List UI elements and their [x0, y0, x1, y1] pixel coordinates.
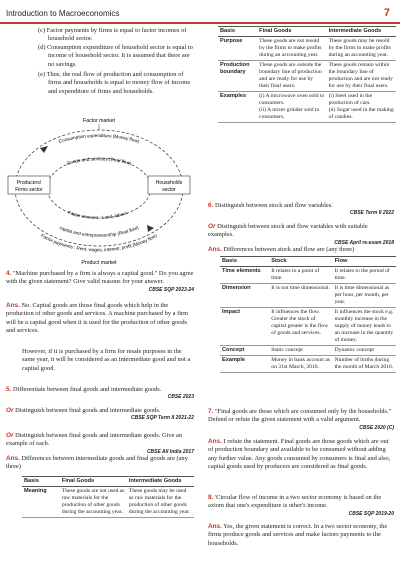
- table-cell: These goods are not resold by the firms to make profits during an accounting year.: [257, 36, 326, 60]
- point-e: (e) Thus, the real flow of production and consumption of firms and households is equal to money flow of income and expenditure of firms and households.: [38, 71, 191, 95]
- table-header: Final Goods: [257, 27, 326, 37]
- table-row: [220, 283, 396, 307]
- table-cell: Impact: [220, 307, 269, 345]
- table-row: [220, 355, 396, 372]
- table-header: Stock: [269, 257, 332, 267]
- factor-payments-arc-text: Factor payments : Rent, wages, interest, profit (Money flow): [40, 232, 158, 253]
- table-row: [220, 345, 396, 355]
- table-cell: These goods are not used as raw materials for the production of other goods during the accounting year.: [60, 486, 127, 517]
- question-number: 8.: [208, 494, 214, 501]
- answer-label: Ans.: [6, 302, 20, 309]
- table-cell: These goods remain within the boundary line of production and are not ready for use by their final users.: [327, 60, 396, 91]
- question-number: 5.: [6, 386, 12, 393]
- question-text: "Machine purchased by a firm is always a capital good." Do you agree with the given statement? Give valid reasons for your answer.: [6, 270, 194, 286]
- firms-label-1: Producers/: [16, 180, 42, 186]
- table-cell: It is time dimensional as per hour, per month, per year.: [333, 283, 396, 307]
- table-header: Basis: [22, 477, 60, 487]
- answer-7: [208, 438, 394, 472]
- table-row: [220, 266, 396, 283]
- question-5: [6, 386, 194, 401]
- flow-arrow-icon: [40, 146, 48, 153]
- page-header: [0, 0, 400, 24]
- households-label-1: Households: [155, 180, 183, 186]
- question-text: Distinguish between final goods and intermediate goods. Give an example of each.: [6, 432, 183, 448]
- table-cell: Number of births during the month of March 2016.: [333, 355, 396, 372]
- product-market-label: Product market: [81, 260, 117, 266]
- answer-label: Ans.: [208, 523, 222, 530]
- question-number: 7.: [208, 408, 214, 415]
- question-source: CBSE 2020 (C): [359, 424, 394, 431]
- question-5-alt-1: [6, 407, 194, 422]
- table-cell: Production boundary: [218, 60, 257, 91]
- table-cell: Static concept: [269, 345, 332, 355]
- or-label: Or: [208, 223, 216, 230]
- or-label: Or: [6, 432, 14, 439]
- final-vs-intermediate-table-1: [22, 476, 194, 518]
- table-cell: Concept: [220, 345, 269, 355]
- consumption-arc-text: Consumption expenditure (Money flow): [58, 133, 141, 144]
- factor-market-label: Factor market: [83, 118, 115, 124]
- chapter-title: Introduction to Macroeconomics: [6, 9, 120, 18]
- answer-4-continued: However, if it is purchased by a firm for resale purposes in the same year, it will be considered as an intermediate good and not a capital good.: [22, 348, 191, 372]
- answer-label: Ans.: [6, 455, 20, 462]
- question-7: [208, 408, 394, 432]
- question-source: CBSE SQP 2019-20: [348, 510, 394, 517]
- table-cell: Dynamic concept: [333, 345, 396, 355]
- question-number: 4.: [6, 270, 12, 277]
- table-row: [218, 60, 396, 91]
- table-header: Basis: [220, 257, 269, 267]
- question-source: CBSE April re-exam 2018: [334, 239, 394, 246]
- table-cell: Dimension: [220, 283, 269, 307]
- answer-label: Ans.: [208, 246, 222, 253]
- inner-flow-ring: [47, 158, 151, 218]
- table-cell: Example: [220, 355, 269, 372]
- table-cell: These goods may be used as raw materials for the production of other goods during the accounting year.: [127, 486, 194, 517]
- question-8: [208, 494, 394, 518]
- table-cell: These goods are outside the boundary line of production and are ready for use by their final users.: [257, 60, 326, 91]
- table-row: [220, 307, 396, 345]
- question-6: [208, 202, 394, 217]
- factor-services-arc-label: [67, 210, 129, 220]
- table-header: Intermediate Goods: [127, 477, 194, 487]
- answer-4: [6, 302, 194, 336]
- question-6-alt: [208, 223, 394, 247]
- table-cell: Purpose: [218, 36, 257, 60]
- point-c: (c) Factor payments by firms is equal to factor incomes of household sector.: [38, 27, 187, 43]
- answer-5: [6, 455, 194, 472]
- question-text: 'Circular flow of income in a two sector economy is based on the axiom that one's expenditure is other's income.: [208, 494, 382, 510]
- question-source: CBSE Term II 2022: [349, 210, 394, 217]
- table-cell: (i) A microwave oven sold to consumers. (ii) A mixer grinder sold to consumers.: [257, 91, 326, 122]
- right-column: [200, 24, 400, 566]
- question-source: CBSE 2023: [167, 394, 194, 401]
- stock-vs-flow-table: [220, 256, 396, 373]
- question-text: "Final goods are those which are consumed only by the households." Defend or refute the given statement with a valid argument.: [208, 408, 392, 424]
- question-text: Distinguish between stock and flow variables.: [214, 202, 333, 209]
- table-header: Flow: [333, 257, 396, 267]
- answer-text: No. Capital goods are those final goods which help in the production of other goods and services. A machine purchased by a firm will be a capital good when it is used for the production of other goods and services.: [6, 302, 189, 335]
- table-header: Final Goods: [60, 477, 127, 487]
- answer-label: Ans.: [208, 438, 222, 445]
- page-number: 7: [383, 7, 390, 19]
- table-cell: These goods may be resold by the firms to make profits during an accounting year.: [327, 36, 396, 60]
- or-label: Or: [6, 407, 14, 414]
- question-5-alt-2: [6, 432, 194, 456]
- consumption-arc-label: [58, 133, 140, 144]
- answer-text: Yes, the given statement is correct. In a two sector economy, the firms produce goods and services and make factors payments to the households.: [208, 523, 388, 547]
- goods-arc-label: [66, 156, 132, 166]
- table-cell: It is not time dimensional.: [269, 283, 332, 307]
- table-row: [22, 486, 194, 517]
- table-cell: Examples: [218, 91, 257, 122]
- goods-arc-text: Goods and services (Real flow): [66, 156, 133, 166]
- answer-6: [208, 246, 394, 254]
- table-cell: It relates to a point of time.: [269, 266, 332, 283]
- answer-8: [208, 523, 394, 548]
- table-cell: Time elements: [220, 266, 269, 283]
- table-header: Basis: [218, 27, 257, 37]
- question-source: CBSE All India 2017: [146, 448, 194, 455]
- question-source: CBSE SQP Term II 2021-22: [131, 415, 194, 422]
- circular-flow-diagram: [4, 108, 198, 268]
- table-cell: Meaning: [22, 486, 60, 517]
- question-source: CBSE SQP 2023-24: [148, 286, 194, 293]
- question-number: 6.: [208, 202, 214, 209]
- answer-text: I refute the statement. Final goods are those goods which are out of production boundary and available to be consumed without adding any further value. Any goods consumed by consumers is final and also, capital goods used by producers are considered as final goods.: [208, 438, 391, 471]
- capital-arc-label: [59, 225, 140, 238]
- households-label-2: sector: [162, 187, 176, 193]
- table-row: [218, 36, 396, 60]
- point-d: (d) Consumption expenditure of household sector is equal to income of household sector. It is assumed that there are no savings.: [38, 44, 193, 68]
- factor-services-arc-text: Factor services : Land, labour,: [67, 209, 129, 220]
- question-text: Distinguish between final goods and intermediate goods.: [15, 407, 161, 414]
- table-cell: It relates to the period of time.: [333, 266, 396, 283]
- left-column: [0, 24, 200, 566]
- firms-label-2: Firms sector: [15, 187, 43, 193]
- question-text: Distinguish between stock and flow variables with suitable examples.: [208, 223, 368, 239]
- table-cell: Money in bank account as on 31st March, 2016.: [269, 355, 332, 372]
- table-row: [218, 91, 396, 122]
- table-cell: It influences the flow. Greater the stock of capital greater is the flow of goods and services.: [269, 307, 332, 345]
- answer-text: Differences between intermediate goods and final goods are (any three): [6, 455, 188, 471]
- table-cell: It influences the stock e.g. monthly increase in the supply of money leads to an increase in the quantity of money.: [333, 307, 396, 345]
- capital-arc-text: capital and entrepreneurship (Real flow): [58, 224, 140, 238]
- question-text: Differentiate between final goods and intermediate goods.: [12, 386, 162, 393]
- table-header: Intermediate Goods: [327, 27, 396, 37]
- final-vs-intermediate-table-2: [218, 26, 396, 123]
- question-4: [6, 270, 194, 294]
- answer-text: Differences between stock and flow are (any three): [223, 246, 355, 253]
- flow-arrow-icon: [147, 225, 154, 232]
- table-cell: (i) Steel used in the production of cars. (ii) Sugar used in the making of candies.: [327, 91, 396, 122]
